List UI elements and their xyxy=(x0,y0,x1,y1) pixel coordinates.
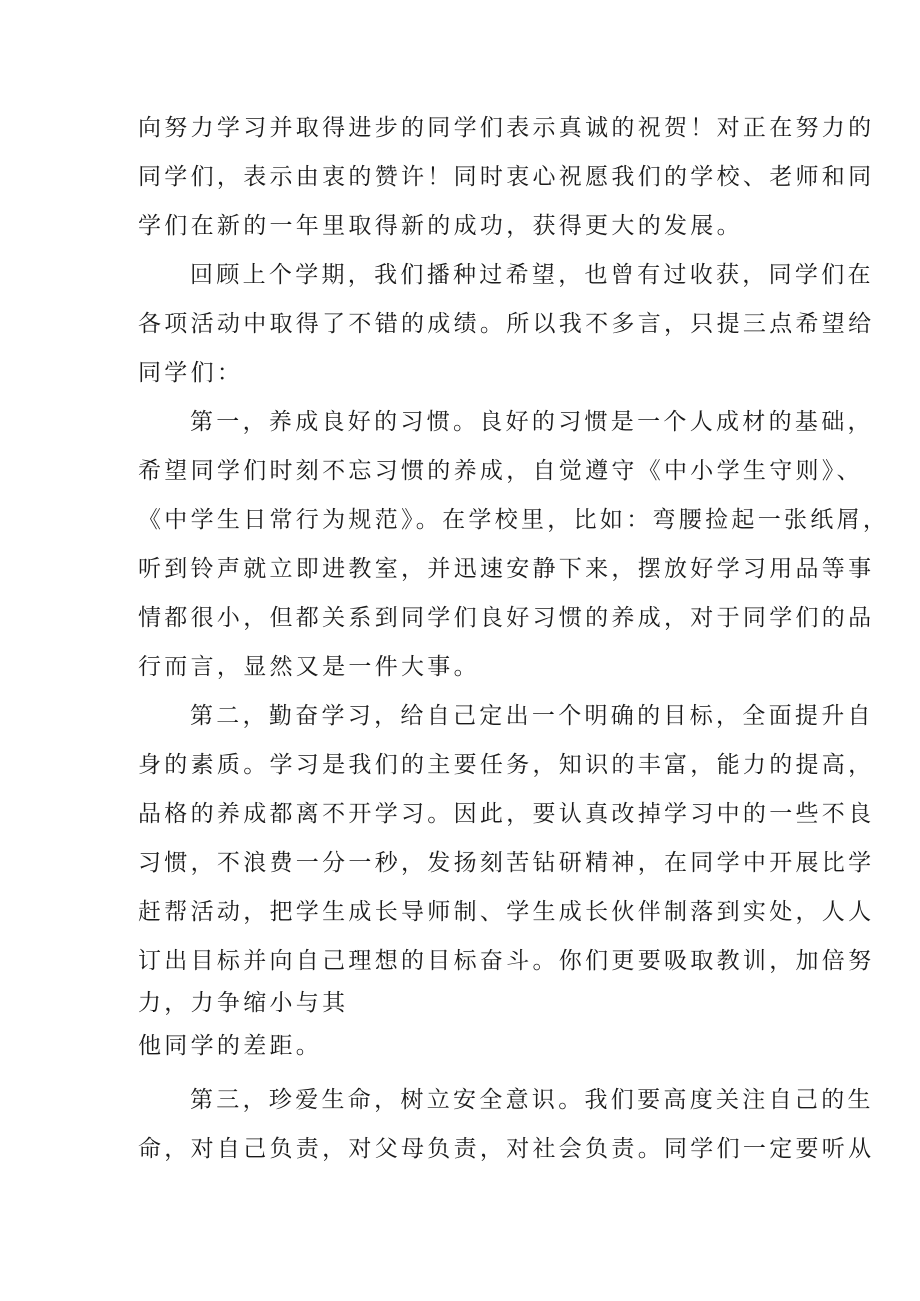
text-line: 《中学生日常行为规范》。在学校里，比如：弯腰捡起一张纸屑， xyxy=(138,507,890,533)
text-line: 他同学的差距。 xyxy=(138,1033,323,1059)
text-line: 希望同学们时刻不忘习惯的养成，自觉遵守《中小学生守则》、 xyxy=(138,458,863,484)
text-line: 第三，珍爱生命，树立安全意识。我们要高度关注自己的生 xyxy=(190,1087,874,1113)
text-line: 赶帮活动，把学生成长导师制、学生成长伙伴制落到实处，人人 xyxy=(138,899,875,925)
text-line: 听到铃声就立即进教室，并迅速安静下来，摆放好学习用品等事 xyxy=(138,556,875,582)
text-line: 向努力学习并取得进步的同学们表示真诚的祝贺！对正在努力的 xyxy=(138,115,875,141)
text-line: 各项活动中取得了不错的成绩。所以我不多言，只提三点希望给 xyxy=(138,311,875,337)
text-line: 行而言，显然又是一件大事。 xyxy=(138,654,480,680)
text-line: 力，力争缩小与其 xyxy=(138,990,349,1016)
text-line: 情都很小，但都关系到同学们良好习惯的养成，对于同学们的品 xyxy=(138,605,875,631)
text-line: 品格的养成都离不开学习。因此，要认真改掉学习中的一些不良 xyxy=(138,801,875,827)
text-line: 同学们： xyxy=(138,360,244,386)
text-line: 第一，养成良好的习惯。良好的习惯是一个人成材的基础， xyxy=(190,409,874,435)
text-line: 订出目标并向自己理想的目标奋斗。你们更要吸取教训，加倍努 xyxy=(138,948,875,974)
text-line: 命，对自己负责，对父母负责，对社会负责。同学们一定要听从 xyxy=(138,1136,875,1162)
text-line: 同学们，表示由衷的赞许！同时衷心祝愿我们的学校、老师和同 xyxy=(138,164,875,190)
text-line: 身的素质。学习是我们的主要任务，知识的丰富，能力的提高， xyxy=(138,752,875,778)
text-line: 学们在新的一年里取得新的成功，获得更大的发展。 xyxy=(138,213,743,239)
text-line: 第二，勤奋学习，给自己定出一个明确的目标，全面提升自 xyxy=(190,703,874,729)
text-line: 习惯，不浪费一分一秒，发扬刻苦钻研精神，在同学中开展比学 xyxy=(138,850,875,876)
text-line: 回顾上个学期，我们播种过希望，也曾有过收获，同学们在 xyxy=(190,262,874,288)
